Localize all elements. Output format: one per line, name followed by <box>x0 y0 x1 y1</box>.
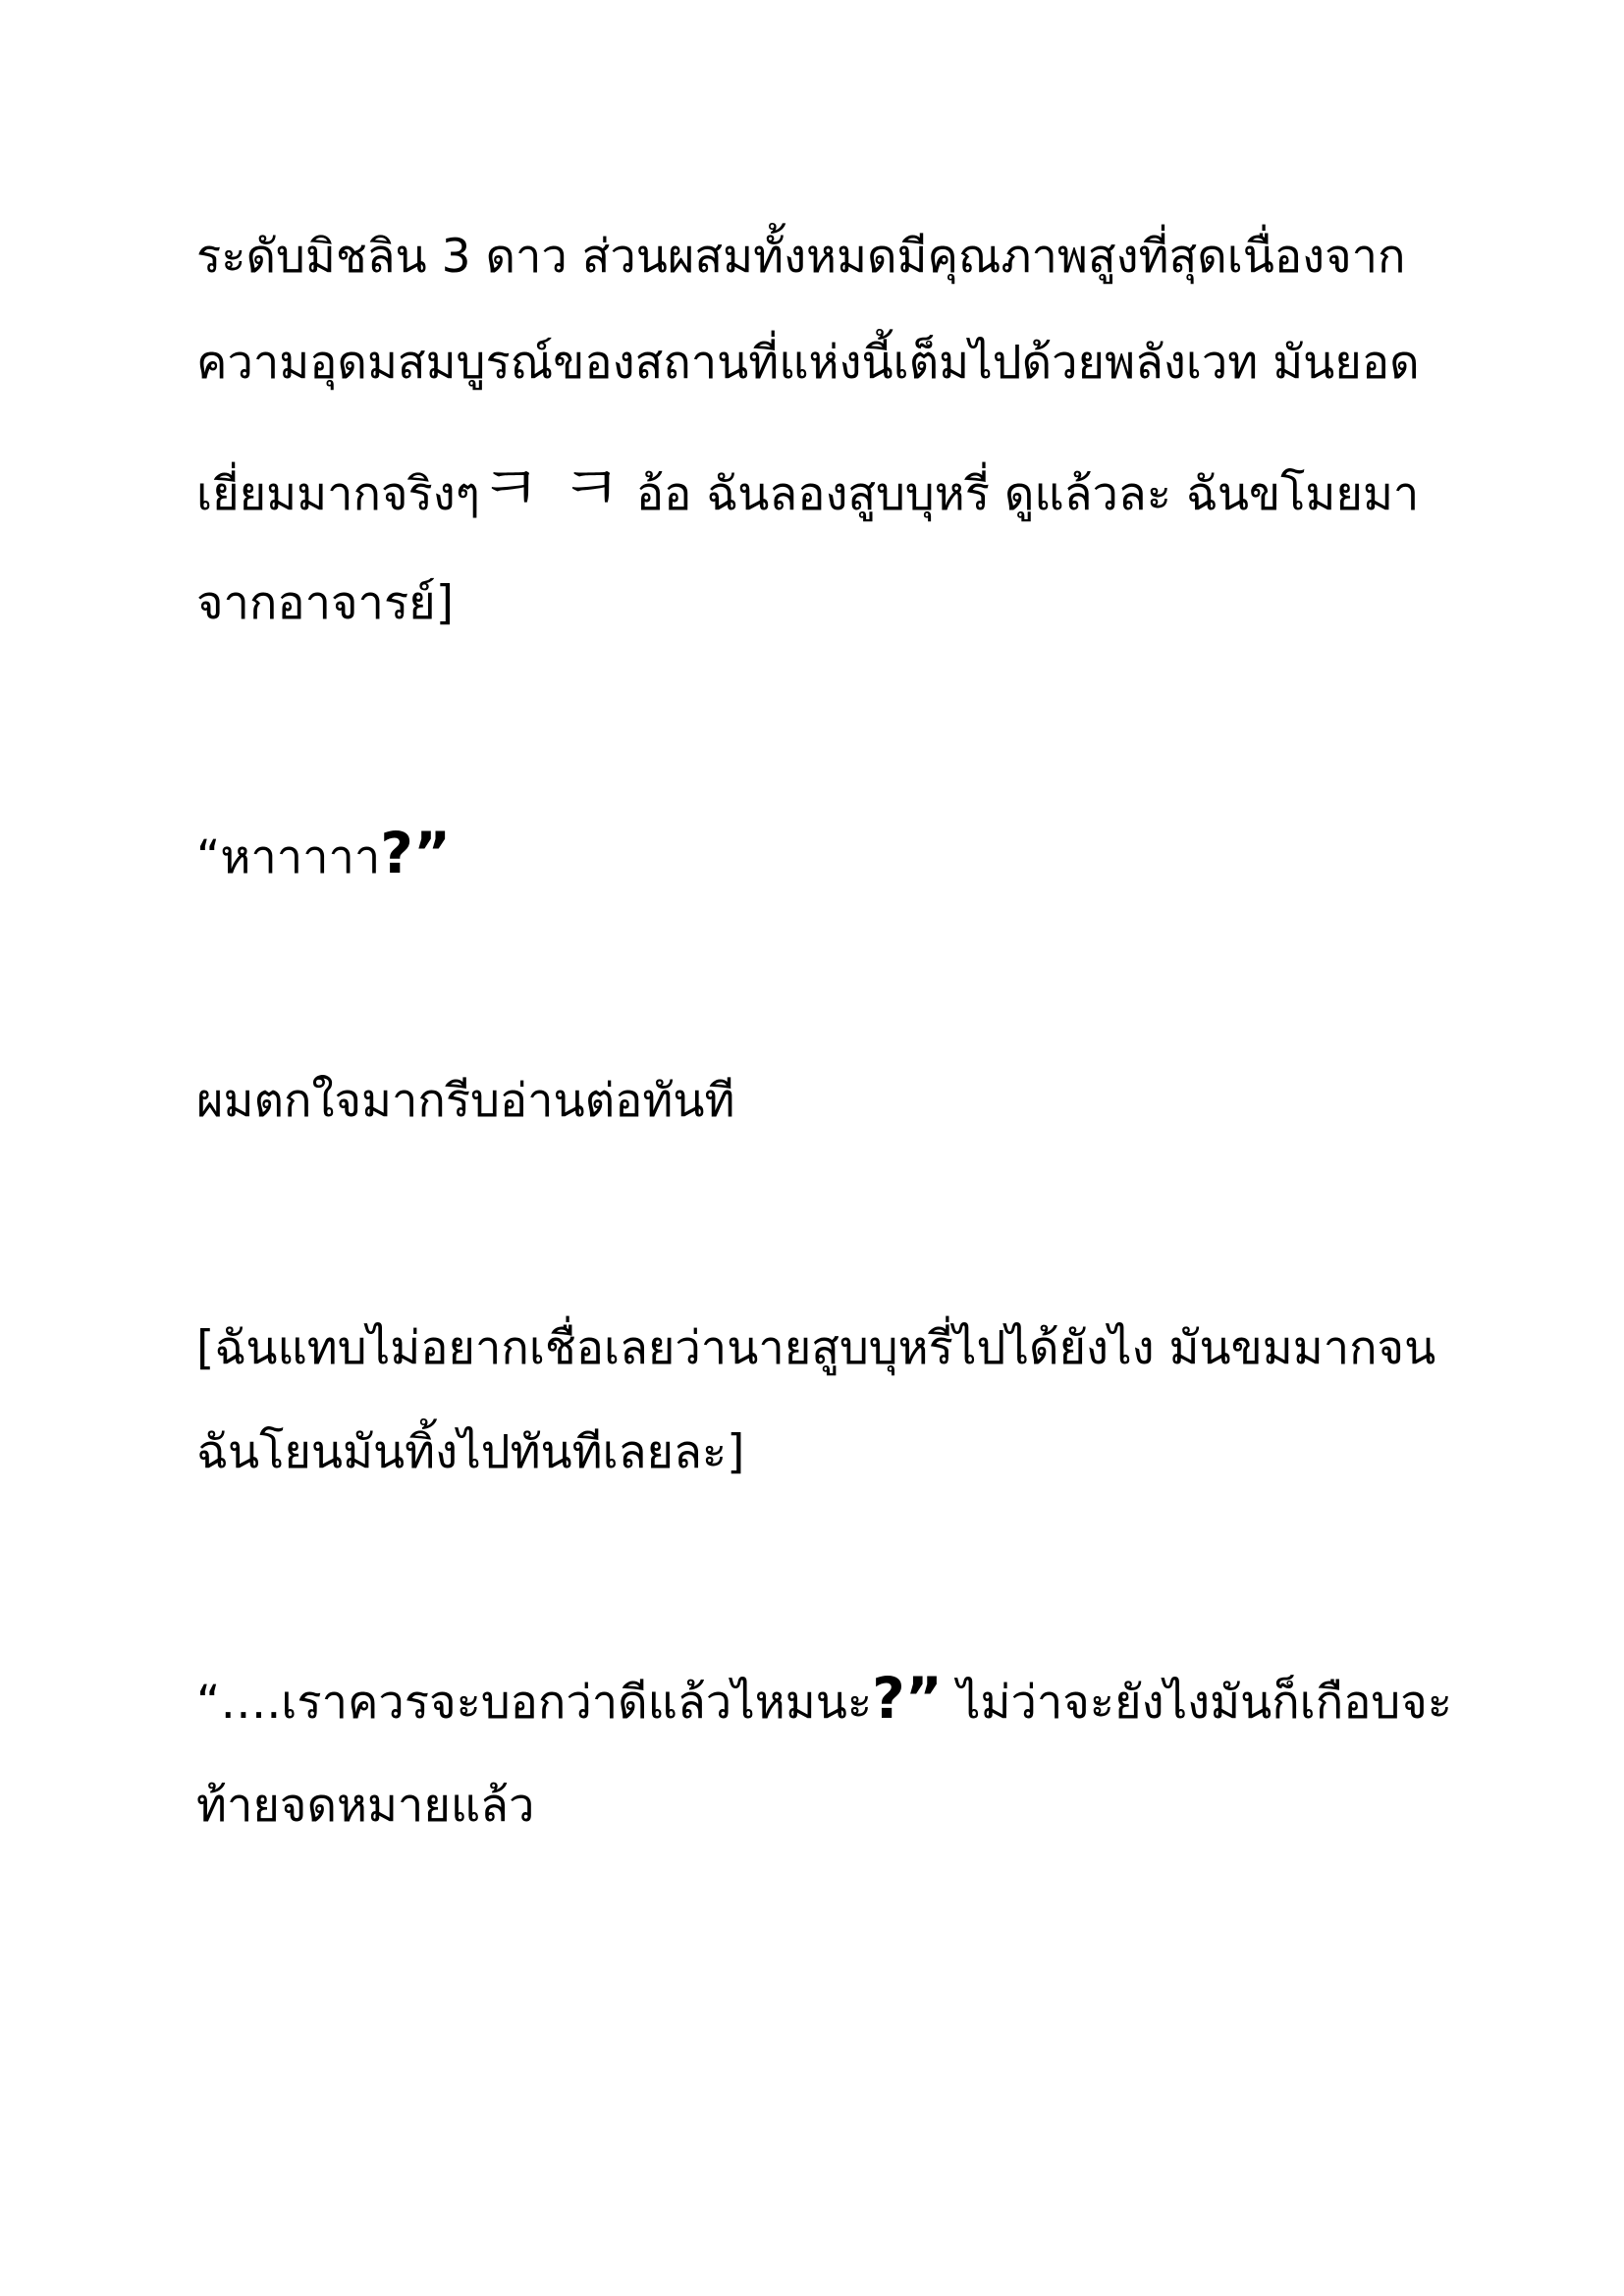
paragraph-5-line-1 <box>196 1665 1453 1733</box>
text-span: ฉันโยนมันทิ้งไปทันทีเลยละ] <box>196 1425 745 1479</box>
question-mark: ?” <box>872 1665 943 1732</box>
text-span: ผมตกใจมากรีบอ่านต่อทันที <box>196 1074 735 1128</box>
text-span: ท้ายจดหมายแล้ว <box>196 1779 535 1833</box>
paragraph-5-line-2 <box>196 1777 1443 1836</box>
text-span: [ฉันแทบไม่อยากเชื่อเลยว่านายสูบบุหรี่ไปได้ยังไง มันขมมากจน <box>196 1321 1436 1375</box>
paragraph-4-line-1 <box>196 1319 1443 1378</box>
paragraph-1-line-1 <box>196 228 1443 287</box>
text-span: “….เราควรจะบอกว่าดีแล้วไหมนะ <box>196 1676 873 1730</box>
paragraph-1-line-3 <box>196 453 1443 525</box>
text-span: ระดับมิชลิน 3 ดาว ส่วนผสมทั้งหมดมีคุณภาพสูงที่สุดเนื่องจาก <box>196 230 1406 284</box>
question-mark: ?” <box>380 820 452 886</box>
text-span: อ้อ ฉันลองสูบบุหรี่ ดูแล้วละ ฉันขโมยมา <box>621 467 1420 521</box>
paragraph-1-line-4 <box>196 574 1443 633</box>
paragraph-1-line-2 <box>196 334 1443 393</box>
paragraph-4-line-2 <box>196 1423 1443 1482</box>
paragraph-2-line-1 <box>196 820 1443 887</box>
quote-text: “หาาาาา <box>196 830 381 884</box>
paragraph-3-line-1 <box>196 1072 1443 1131</box>
text-span: ไม่ว่าจะยังไงมันก็เกือบจะ <box>942 1676 1453 1730</box>
text-span: เยี่ยมมากจริงๆ <box>196 467 480 521</box>
text-span: ความอุดมสมบูรณ์ของสถานที่แห่งนี้เต็มไปด้วยพลังเวท มันยอด <box>196 336 1420 390</box>
text-span: จากอาจารย์] <box>196 576 455 630</box>
laugh-text: ㅋ ㅋ <box>479 453 622 525</box>
